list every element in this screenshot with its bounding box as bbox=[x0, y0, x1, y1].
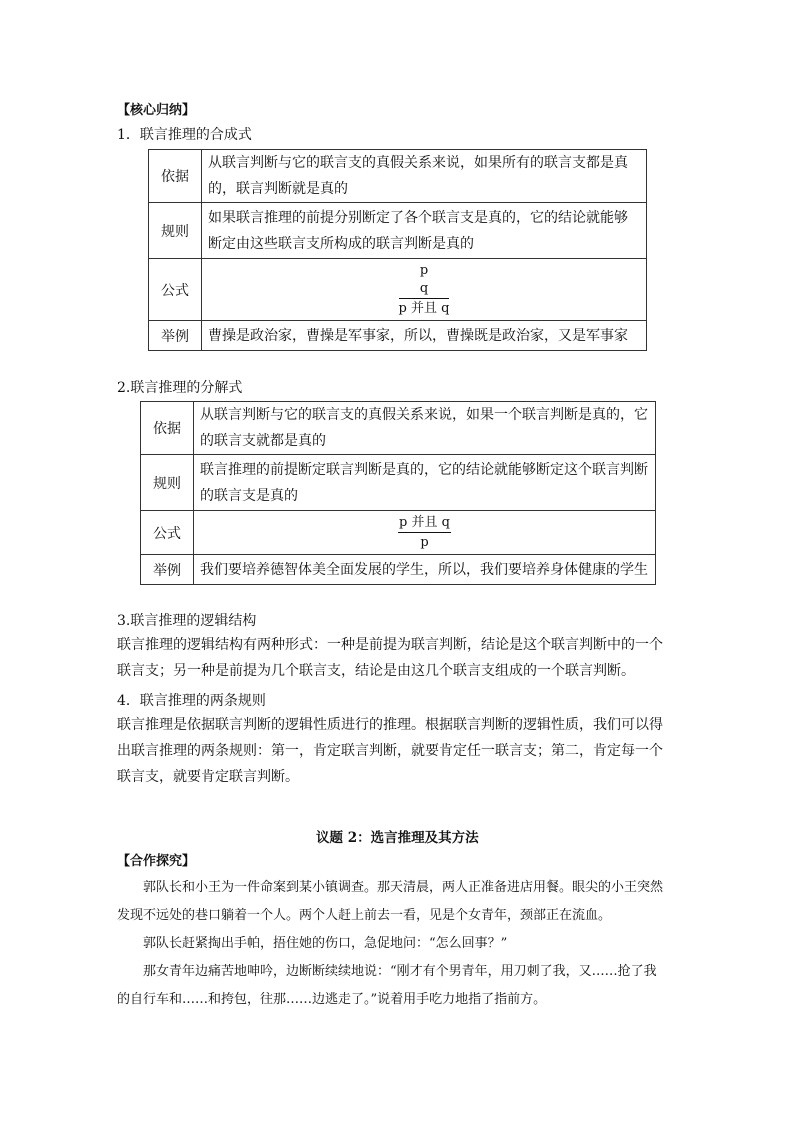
table-row bbox=[141, 555, 656, 585]
cooperative-inquiry-heading: 【合作探究】 bbox=[117, 854, 196, 869]
section-1-heading: 1．联言推理的合成式 bbox=[117, 127, 252, 143]
row-label: 公式 bbox=[149, 259, 202, 321]
formula bbox=[200, 514, 649, 552]
table-row bbox=[141, 402, 656, 455]
table-row bbox=[149, 321, 647, 351]
section-4-heading: 4．联言推理的两条规则 bbox=[117, 693, 266, 709]
formula-premise: p 并且 q bbox=[399, 514, 450, 530]
formula-conclusion: p 并且 q bbox=[399, 298, 450, 318]
row-text: 如果联言推理的前提分别断定了各个联言支是真的，它的结论就能够断定由这些联言支所构成的联言判断是真的 bbox=[202, 203, 647, 259]
section-3-text: 联言推理的逻辑结构有两种形式：一种是前提为联言判断，结论是这个联言判断中的一个联言支；另一种是前提为几个联言支，结论是由这几个联言支组成的一个联言判断。 bbox=[117, 637, 663, 679]
story-paragraph-2: 郭队长赶紧掏出手帕，捂住她的伤口，急促地问：“怎么回事？” bbox=[143, 936, 508, 951]
row-label: 规则 bbox=[149, 203, 202, 259]
formula-conclusion: p bbox=[398, 532, 450, 552]
row-text: 曹操是政治家，曹操是军事家，所以，曹操既是政治家，又是军事家 bbox=[202, 321, 647, 351]
row-text: 从联言判断与它的联言支的真假关系来说，如果一个联言判断是真的，它的联言支就都是真的 bbox=[194, 402, 656, 455]
story-paragraph-1: 郭队长和小王为一件命案到某小镇调查。那天清晨，两人正准备进店用餐。眼尖的小王突然发现不远处的巷口躺着一个人。两个人赶上前去一看，见是个女青年，颈部正在流血。 bbox=[117, 880, 664, 923]
row-label: 规则 bbox=[141, 455, 194, 511]
section-3-heading: 3.联言推理的逻辑结构 bbox=[117, 613, 257, 629]
topic-2-title: 议题 2：选言推理及其方法 bbox=[316, 830, 479, 846]
row-label: 公式 bbox=[141, 511, 194, 555]
row-text: 联言推理的前提断定联言判断是真的，它的结论就能够断定这个联言判断的联言支是真的 bbox=[194, 455, 656, 511]
table-row bbox=[141, 511, 656, 555]
core-summary-heading: 【核心归纳】 bbox=[117, 103, 196, 118]
row-text: 从联言判断与它的联言支的真假关系来说，如果所有的联言支都是真的，联言判断就是真的 bbox=[202, 150, 647, 203]
story-paragraph-3: 那女青年边痛苦地呻吟，边断断续续地说：“刚才有个男青年，用刀刺了我，又……抢了我的自行车和……和挎包，往那……边逃走了。”说着用手吃力地指了指前方。 bbox=[117, 964, 657, 1007]
section-4-text: 联言推理是依据联言判断的逻辑性质进行的推理。根据联言判断的逻辑性质，我们可以得出联言推理的两条规则：第一，肯定联言判断，就要肯定任一联言支；第二，肯定每一个联言支，就要肯定联言判断。 bbox=[117, 717, 663, 785]
table-row bbox=[149, 150, 647, 203]
table-row bbox=[149, 259, 647, 321]
row-text: 我们要培养德智体美全面发展的学生，所以，我们要培养身体健康的学生 bbox=[194, 555, 656, 585]
section-2-heading: 2.联言推理的分解式 bbox=[117, 380, 243, 396]
table-row bbox=[149, 203, 647, 259]
row-label: 举例 bbox=[141, 555, 194, 585]
formula bbox=[208, 262, 640, 318]
row-label: 依据 bbox=[149, 150, 202, 203]
row-label: 举例 bbox=[149, 321, 202, 351]
table-row bbox=[141, 455, 656, 511]
formula-premise-q: q bbox=[419, 280, 429, 296]
formula-premise-p: p bbox=[419, 262, 429, 278]
formula-cell bbox=[202, 259, 647, 321]
row-label: 依据 bbox=[141, 402, 194, 455]
synthesis-table bbox=[148, 149, 647, 351]
decomposition-table bbox=[140, 401, 656, 585]
formula-cell bbox=[194, 511, 656, 555]
